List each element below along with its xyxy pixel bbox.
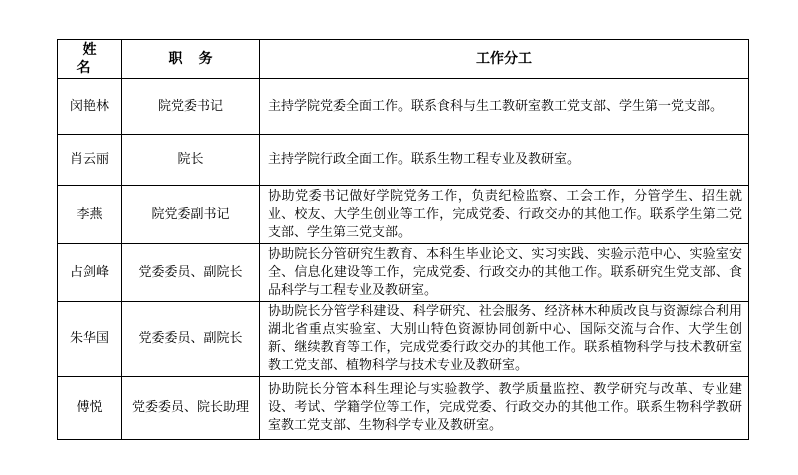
cell-name: 傅悦 (58, 377, 122, 440)
cell-name: 朱华国 (58, 302, 122, 377)
table-row (58, 377, 749, 440)
cell-role: 院党委副书记 (122, 186, 260, 244)
cell-role: 院长 (122, 135, 260, 186)
cell-duty: 协助院长分管本科生理论与实验教学、教学质量监控、教学研究与改革、专业建设、考试、学籍学位等工作，完成党委、行政交办的其他工作。联系生物科学教研室教工党支部、生物科学专业及教研室。 (260, 377, 749, 440)
cell-role: 党委委员、副院长 (122, 302, 260, 377)
cell-duty: 协助院长分管学科建设、科学研究、社会服务、经济林木种质改良与资源综合利用湖北省重点实验室、大别山特色资源协同创新中心、国际交流与合作、大学生创新、继续教育等工作，完成党委行政交办的其他工作。联系植物科学与技术教研室教工党支部、植物科学与技术专业及教研室。 (260, 302, 749, 377)
header-name: 姓名 (58, 40, 122, 79)
duty-table-container (57, 39, 748, 440)
cell-duty: 协助院长分管研究生教育、本科生毕业论文、实习实践、实验示范中心、实验室安全、信息化建设等工作，完成党委、行政交办的其他工作。联系研究生党支部、食品科学与工程专业及教研室。 (260, 244, 749, 302)
cell-name: 占剑峰 (58, 244, 122, 302)
table-row (58, 135, 749, 186)
cell-name: 李燕 (58, 186, 122, 244)
table-header-row (58, 40, 749, 79)
cell-role: 党委委员、副院长 (122, 244, 260, 302)
table-row (58, 79, 749, 135)
cell-role: 党委委员、院长助理 (122, 377, 260, 440)
cell-duty: 主持学院党委全面工作。联系食科与生工教研室教工党支部、学生第一党支部。 (260, 79, 749, 135)
cell-duty: 协助党委书记做好学院党务工作，负责纪检监察、工会工作，分管学生、招生就业、校友、大学生创业等工作，完成党委、行政交办的其他工作。联系学生第二党支部、学生第三党支部。 (260, 186, 749, 244)
header-role: 职务 (122, 40, 260, 79)
table-row (58, 244, 749, 302)
cell-name: 闵艳林 (58, 79, 122, 135)
table-row (58, 186, 749, 244)
cell-duty: 主持学院行政全面工作。联系生物工程专业及教研室。 (260, 135, 749, 186)
cell-role: 院党委书记 (122, 79, 260, 135)
table-row (58, 302, 749, 377)
cell-name: 肖云丽 (58, 135, 122, 186)
header-duty: 工作分工 (260, 40, 749, 79)
duty-table (57, 39, 749, 440)
